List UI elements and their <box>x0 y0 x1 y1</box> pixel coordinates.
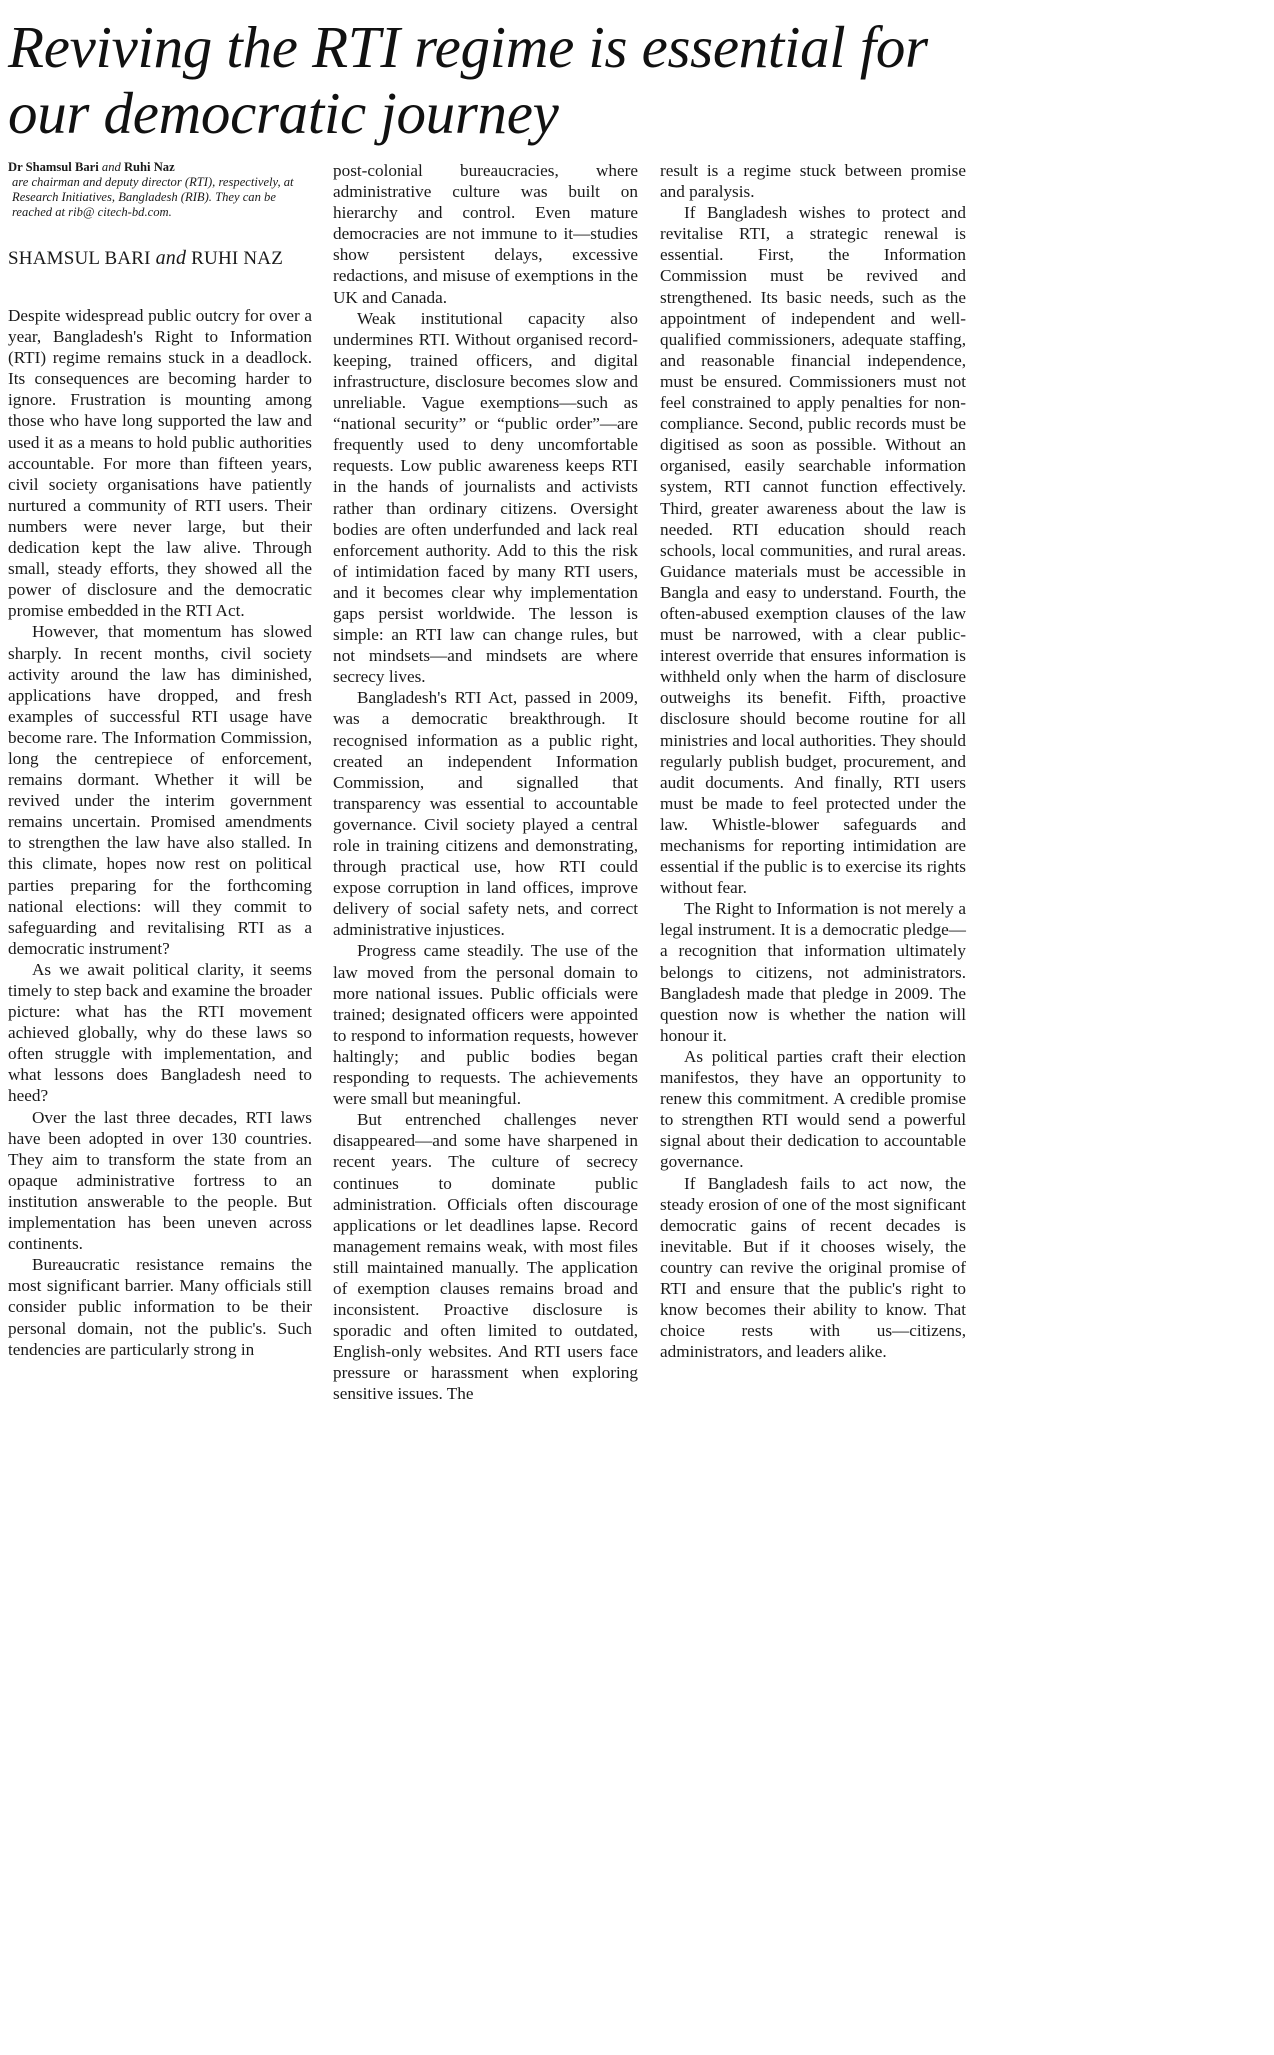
byline-name-1: SHAMSUL BARI <box>8 248 151 269</box>
column-1 <box>8 160 312 1360</box>
column-2 <box>333 160 638 1405</box>
author-info <box>8 160 312 220</box>
author-info-name-2: Ruhi Naz <box>123 160 175 174</box>
paragraph: As we await political clarity, it seems timely to step back and examine the broader picture: what has the RTI movement achieved globally, why do these laws so often struggle with implementation, and what lessons does Bangladesh need to heed? <box>8 959 313 1106</box>
paragraph: Over the last three decades, RTI laws have been adopted in over 130 countries. They aim to transform the state from an opaque administrative fortress to an institution answerable to the people. But implementation has been uneven across continents. <box>8 1107 312 1254</box>
paragraph: The Right to Information is not merely a legal instrument. It is a democratic pledge—a recognition that information ultimately belongs to citizens, not administrators. Bangladesh made that pledge in 2009. The question now is whether the nation will honour it. <box>660 899 966 1045</box>
author-info-and: and <box>101 160 121 174</box>
paragraph: Despite widespread public outcry for over a year, Bangladesh's Right to Information (RTI) regime remains stuck in a deadlock. Its consequences are becoming harder to ignore. Frustration is mounting among those who have long supported the law and used it as a means to hold public authorities accountable. For more than fifteen years, civil society organisations have patiently nurtured a community of RTI users. Their numbers were never large, but their dedication kept the law alive. Through small, steady efforts, they showed all the power of disclosure and the democratic promise embedded in the RTI Act. <box>8 306 312 621</box>
column-3 <box>660 160 966 1362</box>
paragraph: post-colonial bureaucracies, where administrative culture was built on hierarchy and control. Even mature democracies are not immune to it—studies show persistent delays, excessive redactions, and misuse of exemptions in the UK and Canada. <box>333 161 638 307</box>
paragraph: Bangladesh's RTI Act, passed in 2009, was a democratic breakthrough. It recognised information as a public right, created an independent Information Commission, and signalled that transparency was essential to accountable governance. Civil society played a central role in training citizens and demonstrating, through practical use, how RTI could expose corruption in land offices, improve delivery of social safety nets, and correct administrative injustices. <box>333 688 638 940</box>
paragraph: If Bangladesh fails to act now, the steady erosion of one of the most significant democratic gains of recent decades is inevitable. But if it chooses wisely, the country can revive the original promise of RTI and ensure that the public's right to know becomes their ability to know. That choice rests with us—citizens, administrators, and leaders alike. <box>660 1173 966 1362</box>
byline-name-2: RUHI NAZ <box>191 248 283 269</box>
paragraph: If Bangladesh wishes to protect and revitalise RTI, a strategic renewal is essential. First, the Information Commission must be revived and strengthened. Its basic needs, such as the appointment of independent and well-qualified commissioners, adequate staffing, and reasonable financial independence, must be ensured. Commissioners must not feel constrained to apply penalties for non-compliance. Second, public records must be digitised as soon as possible. Without an organised, easily searchable information system, RTI cannot function effectively. Third, greater awareness about the law is needed. RTI education should reach schools, local communities, and rural areas. Guidance materials must be accessible in Bangla and easy to understand. Fourth, the often-abused exemption clauses of the law must be narrowed, with a clear public-interest override that ensures information is withheld only when the harm of disclosure outweighs its benefit. Fifth, proactive disclosure should become routine for all ministries and local authorities. They should regularly publish budget, procurement, and audit documents. And finally, RTI users must be made to feel protected under the law. Whistle-blower safeguards and mechanisms for reporting intimidation are essential if the public is to exercise its rights without fear. <box>660 203 966 898</box>
paragraph: But entrenched challenges never disappeared—and some have sharpened in recent years. The culture of secrecy continues to dominate public administration. Officials often discourage applications or let deadlines lapse. Record management remains weak, with most files still maintained manually. The application of exemption clauses remains broad and inconsistent. Proactive disclosure is sporadic and often limited to outdated, English-only websites. And RTI users face pressure or harassment when exploring sensitive issues. The <box>333 1110 638 1404</box>
paragraph: As political parties craft their election manifestos, they have an opportunity to renew this commitment. A credible promise to strengthen RTI would send a powerful signal about their dedication to accountable governance. <box>660 1046 966 1172</box>
byline <box>8 246 312 271</box>
headline: Reviving the RTI regime is essential for our democratic journey <box>8 14 928 146</box>
paragraph: However, that momentum has slowed sharply. In recent months, civil society activity around the law has diminished, applications have dropped, and fresh examples of successful RTI usage have become rare. The Information Commission, long the centrepiece of enforcement, remains dormant. Whether it will be revived under the interim government remains uncertain. Promised amendments to strengthen the law have also stalled. In this climate, hopes now rest on political parties preparing for the forthcoming national elections: will they commit to safeguarding and revitalising RTI as a democratic instrument? <box>8 622 312 958</box>
paragraph: result is a regime stuck between promise and paralysis. <box>660 161 966 202</box>
author-info-description: are chairman and deputy director (RTI), respectively, at Research Initiatives, Bangladesh (RIB). They can be reached at rib@ citech-bd.com. <box>12 175 294 219</box>
paragraph: Bureaucratic resistance remains the most significant barrier. Many officials still consider public information to be their personal domain, not the public's. Such tendencies are particularly strong in <box>8 1255 312 1359</box>
paragraph: Weak institutional capacity also undermines RTI. Without organised record-keeping, trained officers, and digital infrastructure, disclosure becomes slow and unreliable. Vague exemptions—such as “national security” or “public order”—are frequently used to deny uncomfortable requests. Low public awareness keeps RTI in the hands of journalists and activists rather than ordinary citizens. Oversight bodies are often underfunded and lack real enforcement authority. Add to this the risk of intimidation faced by many RTI users, and it becomes clear why implementation gaps persist worldwide. The lesson is simple: an RTI law can change rules, but not mindsets—and mindsets are where secrecy lives. <box>333 308 638 687</box>
byline-and: and <box>155 247 187 269</box>
paragraph: Progress came steadily. The use of the law moved from the personal domain to more national issues. Public officials were trained; designated officers were appointed to respond to information requests, however haltingly; and public bodies began responding to requests. The achievements were small but meaningful. <box>333 941 638 1109</box>
author-info-name-1: Dr Shamsul Bari <box>8 160 99 174</box>
